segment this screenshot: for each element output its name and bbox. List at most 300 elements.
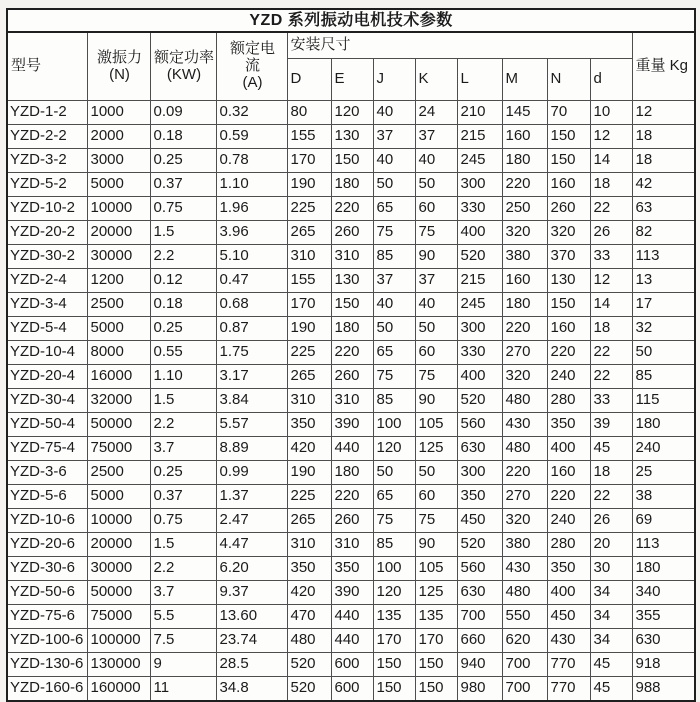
cell-value: 50 (415, 317, 457, 341)
cell-value: 150 (547, 149, 590, 173)
cell-value: 520 (457, 389, 502, 413)
cell-value: 520 (457, 533, 502, 557)
cell-model: YZD-5-2 (7, 173, 87, 197)
cell-value: 9 (150, 653, 216, 677)
cell-model: YZD-20-2 (7, 221, 87, 245)
cell-value: 120 (373, 581, 415, 605)
col-header-current-line3: (A) (242, 73, 263, 91)
col-header-dim-K: K (415, 59, 457, 101)
cell-value: 10000 (87, 509, 150, 533)
cell-value: 3.7 (150, 437, 216, 461)
cell-value: 82 (632, 221, 695, 245)
cell-value: 115 (632, 389, 695, 413)
cell-value: 245 (457, 149, 502, 173)
cell-value: 42 (632, 173, 695, 197)
cell-value: 75000 (87, 437, 150, 461)
cell-model: YZD-3-2 (7, 149, 87, 173)
cell-value: 480 (502, 437, 547, 461)
table-row (7, 149, 695, 173)
cell-value: 220 (547, 341, 590, 365)
cell-value: 550 (502, 605, 547, 629)
cell-value: 260 (331, 365, 373, 389)
cell-value: 450 (457, 509, 502, 533)
cell-value: 225 (287, 341, 331, 365)
cell-value: 25 (632, 461, 695, 485)
cell-value: 310 (331, 245, 373, 269)
cell-value: 150 (331, 293, 373, 317)
cell-value: 12 (632, 101, 695, 125)
cell-value: 69 (632, 509, 695, 533)
cell-value: 75 (373, 365, 415, 389)
cell-value: 480 (287, 629, 331, 653)
cell-value: 3000 (87, 149, 150, 173)
table-row (7, 533, 695, 557)
table-row (7, 461, 695, 485)
table-row (7, 605, 695, 629)
cell-value: 100 (373, 413, 415, 437)
cell-value: 85 (632, 365, 695, 389)
cell-value: 0.12 (150, 269, 216, 293)
cell-value: 37 (373, 269, 415, 293)
cell-value: 520 (457, 245, 502, 269)
cell-model: YZD-130-6 (7, 653, 87, 677)
cell-value: 0.32 (216, 101, 287, 125)
cell-value: 440 (331, 605, 373, 629)
cell-value: 1200 (87, 269, 150, 293)
cell-value: 918 (632, 653, 695, 677)
cell-value: 120 (331, 101, 373, 125)
cell-value: 32 (632, 317, 695, 341)
cell-value: 600 (331, 653, 373, 677)
cell-value: 130 (331, 125, 373, 149)
cell-value: 260 (331, 509, 373, 533)
cell-value: 380 (502, 245, 547, 269)
col-header-power-line1: 额定功率 (153, 48, 214, 66)
table-row (7, 101, 695, 125)
cell-value: 270 (502, 341, 547, 365)
cell-value: 75000 (87, 605, 150, 629)
cell-value: 3.84 (216, 389, 287, 413)
table-row (7, 125, 695, 149)
cell-value: 310 (331, 533, 373, 557)
cell-value: 170 (287, 293, 331, 317)
cell-value: 18 (632, 125, 695, 149)
cell-value: 85 (373, 245, 415, 269)
cell-value: 400 (457, 365, 502, 389)
cell-value: 65 (373, 485, 415, 509)
cell-value: 18 (590, 317, 632, 341)
cell-value: 45 (590, 437, 632, 461)
col-header-power (150, 32, 216, 101)
cell-value: 630 (632, 629, 695, 653)
cell-value: 18 (632, 149, 695, 173)
cell-value: 113 (632, 245, 695, 269)
cell-value: 130 (331, 269, 373, 293)
cell-value: 0.09 (150, 101, 216, 125)
cell-value: 30000 (87, 245, 150, 269)
cell-value: 150 (373, 653, 415, 677)
cell-value: 50 (373, 317, 415, 341)
table-row (7, 245, 695, 269)
cell-value: 700 (502, 653, 547, 677)
cell-value: 260 (331, 221, 373, 245)
cell-value: 220 (331, 197, 373, 221)
cell-value: 630 (457, 437, 502, 461)
cell-model: YZD-20-4 (7, 365, 87, 389)
cell-value: 135 (415, 605, 457, 629)
cell-value: 2.2 (150, 413, 216, 437)
cell-value: 150 (373, 677, 415, 702)
cell-value: 660 (457, 629, 502, 653)
cell-value: 150 (331, 149, 373, 173)
cell-value: 130000 (87, 653, 150, 677)
cell-model: YZD-100-6 (7, 629, 87, 653)
cell-value: 45 (590, 677, 632, 702)
cell-value: 22 (590, 341, 632, 365)
cell-value: 8.89 (216, 437, 287, 461)
cell-value: 23.74 (216, 629, 287, 653)
cell-value: 160 (502, 269, 547, 293)
cell-value: 105 (415, 557, 457, 581)
cell-value: 65 (373, 341, 415, 365)
cell-value: 2000 (87, 125, 150, 149)
cell-model: YZD-3-4 (7, 293, 87, 317)
col-header-dim-E: E (331, 59, 373, 101)
motor-spec-table (6, 8, 696, 702)
cell-value: 20 (590, 533, 632, 557)
cell-model: YZD-10-2 (7, 197, 87, 221)
cell-value: 5000 (87, 317, 150, 341)
table-row (7, 413, 695, 437)
cell-model: YZD-50-6 (7, 581, 87, 605)
col-header-current (216, 32, 287, 101)
cell-value: 240 (547, 509, 590, 533)
cell-value: 220 (547, 485, 590, 509)
cell-value: 1.10 (216, 173, 287, 197)
cell-value: 390 (331, 581, 373, 605)
cell-value: 440 (331, 629, 373, 653)
cell-value: 320 (547, 221, 590, 245)
cell-value: 20000 (87, 221, 150, 245)
cell-value: 770 (547, 653, 590, 677)
cell-value: 0.25 (150, 317, 216, 341)
cell-value: 150 (415, 653, 457, 677)
col-header-dim-M: M (502, 59, 547, 101)
cell-value: 270 (502, 485, 547, 509)
cell-value: 11 (150, 677, 216, 702)
cell-value: 30 (590, 557, 632, 581)
cell-model: YZD-30-4 (7, 389, 87, 413)
cell-model: YZD-5-6 (7, 485, 87, 509)
cell-value: 2.2 (150, 557, 216, 581)
cell-value: 0.59 (216, 125, 287, 149)
cell-value: 350 (331, 557, 373, 581)
cell-value: 0.87 (216, 317, 287, 341)
table-title: YZD 系列振动电机技术参数 (7, 9, 695, 32)
cell-value: 2500 (87, 293, 150, 317)
cell-value: 63 (632, 197, 695, 221)
cell-value: 390 (331, 413, 373, 437)
cell-value: 125 (415, 581, 457, 605)
cell-value: 120 (373, 437, 415, 461)
cell-value: 1000 (87, 101, 150, 125)
cell-model: YZD-3-6 (7, 461, 87, 485)
table-row (7, 485, 695, 509)
cell-value: 3.96 (216, 221, 287, 245)
cell-model: YZD-160-6 (7, 677, 87, 702)
cell-value: 700 (502, 677, 547, 702)
cell-value: 60 (415, 341, 457, 365)
cell-value: 75 (415, 365, 457, 389)
cell-value: 225 (287, 485, 331, 509)
cell-value: 100 (373, 557, 415, 581)
cell-value: 0.55 (150, 341, 216, 365)
cell-value: 5.5 (150, 605, 216, 629)
cell-value: 8000 (87, 341, 150, 365)
cell-value: 320 (502, 509, 547, 533)
col-header-dim-N: N (547, 59, 590, 101)
cell-value: 9.37 (216, 581, 287, 605)
cell-value: 85 (373, 533, 415, 557)
col-header-force (87, 32, 150, 101)
cell-value: 10 (590, 101, 632, 125)
cell-value: 1.5 (150, 389, 216, 413)
cell-value: 40 (373, 149, 415, 173)
cell-value: 300 (457, 173, 502, 197)
cell-value: 32000 (87, 389, 150, 413)
cell-value: 75 (373, 221, 415, 245)
table-title-row (7, 9, 695, 32)
cell-value: 0.78 (216, 149, 287, 173)
cell-value: 150 (547, 125, 590, 149)
cell-value: 480 (502, 581, 547, 605)
cell-value: 135 (373, 605, 415, 629)
cell-value: 160000 (87, 677, 150, 702)
cell-model: YZD-50-4 (7, 413, 87, 437)
cell-value: 600 (331, 677, 373, 702)
cell-value: 380 (502, 533, 547, 557)
cell-value: 38 (632, 485, 695, 509)
cell-value: 520 (287, 677, 331, 702)
cell-value: 80 (287, 101, 331, 125)
cell-value: 988 (632, 677, 695, 702)
table-row (7, 509, 695, 533)
cell-value: 7.5 (150, 629, 216, 653)
cell-model: YZD-10-4 (7, 341, 87, 365)
cell-value: 0.37 (150, 173, 216, 197)
cell-value: 300 (457, 461, 502, 485)
cell-value: 170 (415, 629, 457, 653)
cell-value: 225 (287, 197, 331, 221)
cell-value: 1.96 (216, 197, 287, 221)
cell-value: 0.75 (150, 509, 216, 533)
cell-value: 12 (590, 269, 632, 293)
table-row (7, 293, 695, 317)
cell-value: 330 (457, 341, 502, 365)
cell-value: 26 (590, 221, 632, 245)
cell-value: 50 (415, 173, 457, 197)
cell-value: 50000 (87, 413, 150, 437)
cell-value: 3.17 (216, 365, 287, 389)
cell-value: 50 (415, 461, 457, 485)
cell-value: 370 (547, 245, 590, 269)
cell-value: 75 (415, 221, 457, 245)
cell-value: 430 (502, 557, 547, 581)
cell-value: 320 (502, 221, 547, 245)
cell-model: YZD-75-4 (7, 437, 87, 461)
cell-model: YZD-5-4 (7, 317, 87, 341)
cell-value: 22 (590, 365, 632, 389)
cell-value: 12 (590, 125, 632, 149)
table-row (7, 197, 695, 221)
table-row (7, 365, 695, 389)
table-row (7, 437, 695, 461)
cell-value: 190 (287, 317, 331, 341)
cell-value: 37 (415, 125, 457, 149)
cell-value: 0.99 (216, 461, 287, 485)
table-row (7, 317, 695, 341)
cell-value: 310 (331, 389, 373, 413)
cell-value: 13 (632, 269, 695, 293)
cell-value: 330 (457, 197, 502, 221)
cell-value: 50 (373, 173, 415, 197)
cell-value: 180 (331, 173, 373, 197)
cell-value: 340 (632, 581, 695, 605)
cell-value: 215 (457, 125, 502, 149)
cell-value: 180 (331, 317, 373, 341)
cell-value: 1.5 (150, 221, 216, 245)
table-row (7, 389, 695, 413)
cell-value: 30000 (87, 557, 150, 581)
cell-value: 2.47 (216, 509, 287, 533)
cell-value: 350 (457, 485, 502, 509)
cell-value: 150 (415, 677, 457, 702)
cell-value: 2.2 (150, 245, 216, 269)
cell-value: 280 (547, 533, 590, 557)
cell-value: 265 (287, 221, 331, 245)
cell-value: 1.5 (150, 533, 216, 557)
cell-value: 26 (590, 509, 632, 533)
table-row (7, 173, 695, 197)
cell-value: 470 (287, 605, 331, 629)
cell-value: 16000 (87, 365, 150, 389)
cell-model: YZD-30-2 (7, 245, 87, 269)
cell-value: 0.25 (150, 461, 216, 485)
col-header-power-line2: (KW) (166, 65, 202, 83)
cell-model: YZD-30-6 (7, 557, 87, 581)
cell-value: 33 (590, 389, 632, 413)
cell-value: 40 (373, 293, 415, 317)
cell-value: 180 (502, 293, 547, 317)
cell-value: 310 (287, 245, 331, 269)
cell-value: 0.37 (150, 485, 216, 509)
col-header-dim-D: D (287, 59, 331, 101)
cell-value: 0.47 (216, 269, 287, 293)
cell-value: 155 (287, 125, 331, 149)
col-header-model: 型号 (7, 32, 87, 101)
col-header-weight: 重量 Kg (632, 32, 695, 101)
cell-value: 280 (547, 389, 590, 413)
cell-model: YZD-2-4 (7, 269, 87, 293)
cell-value: 45 (590, 653, 632, 677)
cell-value: 180 (331, 461, 373, 485)
cell-value: 60 (415, 197, 457, 221)
cell-value: 240 (547, 365, 590, 389)
cell-value: 160 (502, 125, 547, 149)
cell-value: 430 (547, 629, 590, 653)
cell-value: 85 (373, 389, 415, 413)
cell-value: 190 (287, 461, 331, 485)
cell-value: 250 (502, 197, 547, 221)
cell-model: YZD-20-6 (7, 533, 87, 557)
cell-value: 60 (415, 485, 457, 509)
cell-value: 34.8 (216, 677, 287, 702)
cell-value: 155 (287, 269, 331, 293)
table-row (7, 269, 695, 293)
col-header-mounting-dims: 安装尺寸 (287, 32, 632, 59)
col-header-dim-d: d (590, 59, 632, 101)
col-header-force-line1: 激振力 (96, 48, 142, 66)
cell-value: 170 (287, 149, 331, 173)
cell-value: 350 (547, 413, 590, 437)
cell-value: 13.60 (216, 605, 287, 629)
col-header-current-line2: 流 (244, 57, 260, 75)
cell-value: 400 (547, 437, 590, 461)
cell-model: YZD-1-2 (7, 101, 87, 125)
cell-value: 310 (287, 533, 331, 557)
cell-value: 4.47 (216, 533, 287, 557)
cell-value: 145 (502, 101, 547, 125)
cell-value: 28.5 (216, 653, 287, 677)
cell-value: 2500 (87, 461, 150, 485)
cell-value: 24 (415, 101, 457, 125)
cell-value: 440 (331, 437, 373, 461)
cell-model: YZD-2-2 (7, 125, 87, 149)
cell-value: 0.75 (150, 197, 216, 221)
cell-value: 65 (373, 197, 415, 221)
col-header-dim-L: L (457, 59, 502, 101)
cell-value: 220 (502, 317, 547, 341)
cell-value: 150 (547, 293, 590, 317)
cell-value: 0.25 (150, 149, 216, 173)
cell-value: 320 (502, 365, 547, 389)
cell-value: 18 (590, 461, 632, 485)
cell-value: 18 (590, 173, 632, 197)
cell-value: 34 (590, 629, 632, 653)
cell-value: 300 (457, 317, 502, 341)
cell-value: 90 (415, 389, 457, 413)
cell-value: 34 (590, 605, 632, 629)
cell-value: 90 (415, 245, 457, 269)
cell-value: 130 (547, 269, 590, 293)
cell-value: 220 (331, 485, 373, 509)
cell-value: 17 (632, 293, 695, 317)
cell-value: 940 (457, 653, 502, 677)
cell-value: 105 (415, 413, 457, 437)
cell-value: 480 (502, 389, 547, 413)
cell-value: 560 (457, 557, 502, 581)
cell-value: 420 (287, 581, 331, 605)
cell-model: YZD-75-6 (7, 605, 87, 629)
cell-value: 170 (373, 629, 415, 653)
cell-value: 22 (590, 485, 632, 509)
cell-value: 265 (287, 509, 331, 533)
cell-value: 39 (590, 413, 632, 437)
cell-value: 770 (547, 677, 590, 702)
table-row (7, 221, 695, 245)
cell-value: 350 (547, 557, 590, 581)
table-row (7, 677, 695, 702)
